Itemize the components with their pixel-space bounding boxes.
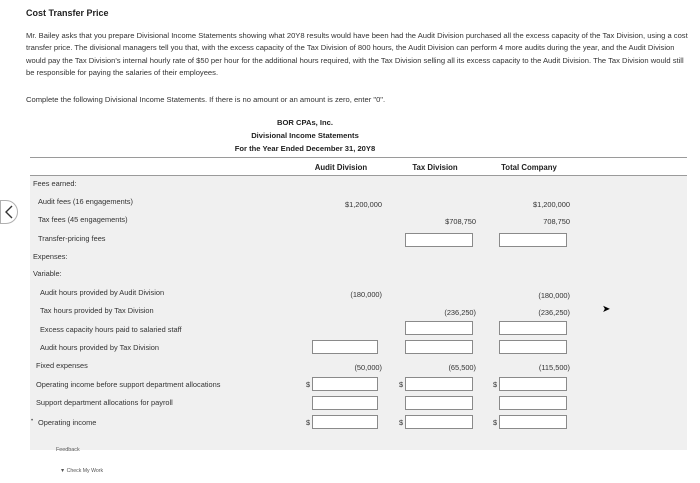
mouse-cursor-icon: ➤ bbox=[602, 304, 611, 315]
dollar-sign: $ bbox=[399, 380, 404, 389]
tax-fees-total-value: 708,750 bbox=[543, 217, 570, 226]
tax-hours-total-value: (236,250) bbox=[538, 308, 570, 317]
dollar-sign: $ bbox=[306, 380, 311, 389]
support-alloc-total-input[interactable] bbox=[499, 396, 567, 410]
audit-hours-total-value: (180,000) bbox=[538, 291, 570, 300]
previous-button[interactable] bbox=[0, 200, 18, 224]
operating-before-total-input[interactable] bbox=[499, 377, 567, 391]
instructions: Complete the following Divisional Income Statements. If there is no amount or an amount is zero, enter "0". bbox=[26, 95, 386, 104]
audit-hours-tax-division-tax-input[interactable] bbox=[405, 340, 473, 354]
label-support-department-allocations: Support department allocations for payroll bbox=[36, 398, 173, 407]
support-alloc-tax-input[interactable] bbox=[405, 396, 473, 410]
check-my-work-label: Check My Work bbox=[66, 468, 104, 474]
operating-income-audit-input[interactable] bbox=[312, 415, 378, 429]
operating-before-tax-input[interactable] bbox=[405, 377, 473, 391]
audit-hours-tax-division-total-input[interactable] bbox=[499, 340, 567, 354]
operating-income-total-input[interactable] bbox=[499, 415, 567, 429]
column-audit-division: Audit Division bbox=[314, 163, 368, 172]
fixed-expenses-audit-value: (50,000) bbox=[354, 363, 382, 372]
excess-capacity-total-input[interactable] bbox=[499, 321, 567, 335]
label-operating-income: Operating income bbox=[38, 418, 97, 427]
check-icon: ▼ bbox=[60, 468, 66, 474]
dollar-sign: $ bbox=[493, 418, 498, 427]
label-audit-hours-tax-division: Audit hours provided by Tax Division bbox=[40, 343, 159, 352]
audit-fees-total-value: $1,200,000 bbox=[533, 200, 570, 209]
label-excess-capacity-hours: Excess capacity hours paid to salaried staff bbox=[40, 325, 182, 334]
transfer-fees-total-input[interactable] bbox=[499, 233, 567, 247]
label-transfer-pricing-fees: Transfer-pricing fees bbox=[38, 234, 106, 243]
column-tax-division: Tax Division bbox=[412, 163, 458, 172]
header-rule-top bbox=[30, 157, 687, 158]
dollar-sign: $ bbox=[306, 418, 311, 427]
label-expenses: Expenses: bbox=[33, 252, 68, 261]
statement-period: For the Year Ended December 31, 20Y8 bbox=[234, 144, 376, 153]
tax-hours-tax-value: (236,250) bbox=[444, 308, 476, 317]
audit-hours-tax-division-audit-input[interactable] bbox=[312, 340, 378, 354]
label-fixed-expenses: Fixed expenses bbox=[36, 361, 88, 370]
header-rule-bottom bbox=[30, 175, 687, 176]
transfer-fees-tax-input[interactable] bbox=[405, 233, 473, 247]
page-title: Cost Transfer Price bbox=[26, 8, 109, 18]
label-tax-hours-tax-division: Tax hours provided by Tax Division bbox=[40, 306, 154, 315]
dollar-sign: $ bbox=[399, 418, 404, 427]
label-audit-fees: Audit fees (16 engagements) bbox=[38, 197, 133, 206]
label-variable: Variable: bbox=[33, 269, 62, 278]
operating-income-tax-input[interactable] bbox=[405, 415, 473, 429]
fixed-expenses-tax-value: (65,500) bbox=[448, 363, 476, 372]
label-audit-hours-audit-division: Audit hours provided by Audit Division bbox=[40, 288, 165, 297]
support-alloc-audit-input[interactable] bbox=[312, 396, 378, 410]
dollar-sign: $ bbox=[493, 380, 498, 389]
label-operating-income-before-allocations: Operating income before support department allocations bbox=[36, 380, 221, 389]
statement-name: Divisional Income Statements bbox=[251, 131, 359, 140]
label-tax-fees: Tax fees (45 engagements) bbox=[38, 215, 128, 224]
bullet-icon: • bbox=[31, 418, 34, 424]
fixed-expenses-total-value: (115,500) bbox=[538, 363, 570, 372]
problem-description: Mr. Bailey asks that you prepare Divisional Income Statements showing what 20Y8 results would have been had the Audit Division purchased all the excess capacity of the Tax Division, using a cost transfer price. The divisional managers tell you that, with the excess capacity of the Tax Division of 800 hours, the Audit Division can perform 4 more audits during the year, and the Audit Division would pay the Tax Division's internal hourly rate of $50 per hour for the additional hours required, with the Tax Division selling all its excess capacity to the Audit Division. The Tax Division would still be responsible for paying the salaries of their employees. bbox=[26, 31, 688, 78]
column-total-company: Total Company bbox=[501, 163, 557, 172]
tax-fees-tax-value: $708,750 bbox=[445, 217, 476, 226]
chevron-left-icon bbox=[4, 205, 14, 219]
audit-fees-audit-value: $1,200,000 bbox=[345, 200, 382, 209]
check-my-work-link[interactable] bbox=[60, 468, 103, 474]
feedback-link[interactable]: Feedback bbox=[56, 447, 80, 453]
excess-capacity-tax-input[interactable] bbox=[405, 321, 473, 335]
operating-before-audit-input[interactable] bbox=[312, 377, 378, 391]
statement-company: BOR CPAs, Inc. bbox=[277, 118, 333, 127]
audit-hours-audit-value: (180,000) bbox=[350, 290, 382, 299]
label-fees-earned: Fees earned: bbox=[33, 179, 77, 188]
